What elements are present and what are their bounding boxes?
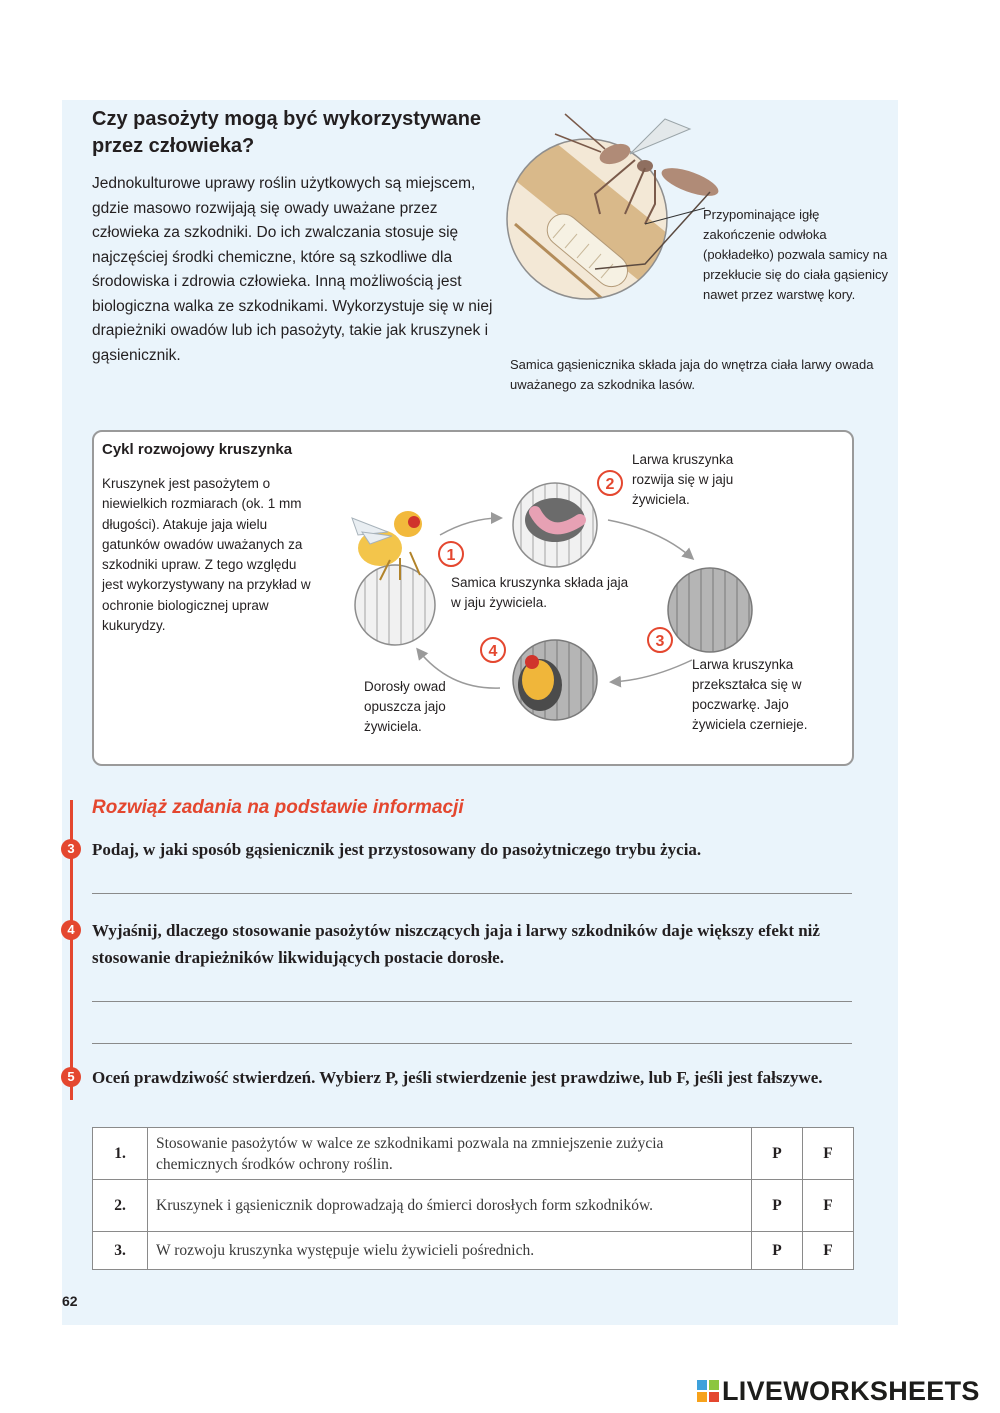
task-3-answer-line[interactable] <box>92 893 852 894</box>
stage-4-text: Dorosły owad opuszcza jajo żywiciela. <box>364 679 446 734</box>
statement-text: Kruszynek i gąsienicznik doprowadzają do śmierci dorosłych form szkodników. <box>148 1180 752 1232</box>
stage-number-3-label: 3 <box>655 633 665 650</box>
false-option[interactable]: F <box>803 1180 854 1232</box>
task-5-text: Oceń prawdziwość stwierdzeń. Wybierz P, jeśli stwierdzenie jest prawdziwe, lub F, jeśli jest fałszywe. <box>92 1068 823 1087</box>
host-egg-stage-2 <box>513 483 597 567</box>
statement-number: 1. <box>93 1128 148 1180</box>
task-3-text: Podaj, w jaki sposób gąsienicznik jest przystosowany do pasożytniczego trybu życia. <box>92 840 702 859</box>
watermark-text[interactable]: LIVEWORKSHEETS <box>722 1376 980 1406</box>
table-row <box>93 1232 854 1270</box>
host-egg-stage-3 <box>668 568 752 652</box>
statement-number: 3. <box>93 1232 148 1270</box>
task-3-badge: 3 <box>61 839 81 859</box>
stage-number-1 <box>439 542 463 566</box>
stage-1-text: Samica kruszynka składa jaja w jaju żywiciela. <box>451 575 629 610</box>
ovipositor-callout: Przypominające igłę zakończenie odwłoka (pokładełko) pozwala samicy na przekłucie się do ciała gąsienicy nawet przez warstwę kory. <box>703 207 888 302</box>
tasks-heading: Rozwiąż zadania na podstawie informacji <box>92 797 464 818</box>
true-option[interactable]: P <box>752 1232 803 1270</box>
stage-number-4 <box>481 638 505 662</box>
stage-number-2-label: 2 <box>605 476 615 493</box>
host-egg-stage-1 <box>352 511 435 645</box>
task-4-answer-line-1[interactable] <box>92 1001 852 1002</box>
task-5-badge: 5 <box>61 1067 81 1087</box>
liveworksheets-logo-icon <box>697 1380 719 1402</box>
task-4-badge: 4 <box>61 920 81 940</box>
stage-number-3 <box>648 628 672 652</box>
true-option[interactable]: P <box>752 1180 803 1232</box>
figure-caption: Samica gąsienicznika składa jaja do wnętrza ciała larwy owada uważanego za szkodnika lasów. <box>510 357 874 392</box>
intro-paragraph: Jednokulturowe uprawy roślin użytkowych są miejscem, gdzie masowo rozwijają się owady uważane przez człowieka za szkodniki. Do ich zwalczania stosuje się najczęściej środki chemiczne, które są szkodliwe dla środowiska i zdrowia człowieka. Inną możliwością jest biologiczna walka ze szkodnikami. Wykorzystuje się w niej drapieżniki owadów lub ich pasożyty, takie jak kruszynek i gąsienicznik. <box>92 175 493 364</box>
task-4-text: Wyjaśnij, dlaczego stosowanie pasożytów niszczących jaja i larwy szkodników daje większy efekt niż stosowanie drapieżników likwidujących postacie dorosłe. <box>92 921 820 967</box>
host-egg-stage-4 <box>513 640 597 720</box>
statement-number: 2. <box>93 1180 148 1232</box>
stage-2-text: Larwa kruszynka rozwija się w jaju żywiciela. <box>632 452 734 507</box>
stage-number-1-label: 1 <box>446 547 456 564</box>
true-false-table <box>92 1127 854 1270</box>
cycle-description: Kruszynek jest pasożytem o niewielkich rozmiarach (ok. 1 mm długości). Atakuje jaja wielu gatunków owadów uważanych za szkodniki upraw. Z tego względu jest wykorzystywany na przykład w ochronie biologicznej upraw kukurydzy. <box>102 476 311 634</box>
page-title: Czy pasożyty mogą być wykorzystywane przez człowieka? <box>92 108 482 157</box>
true-option[interactable]: P <box>752 1128 803 1180</box>
false-option[interactable]: F <box>803 1128 854 1180</box>
statement-text: W rozwoju kruszynka występuje wielu żywicieli pośrednich. <box>148 1232 752 1270</box>
stage-3-text: Larwa kruszynka przekształca się w poczwarkę. Jajo żywiciela czernieje. <box>692 657 808 732</box>
false-option[interactable]: F <box>803 1232 854 1270</box>
statement-text: Stosowanie pasożytów w walce ze szkodnikami pozwala na zmniejszenie zużycia chemicznych środków ochrony roślin. <box>148 1128 752 1180</box>
task-4-answer-line-2[interactable] <box>92 1043 852 1044</box>
table-row <box>93 1128 854 1180</box>
table-row <box>93 1180 854 1232</box>
stage-number-4-label: 4 <box>488 643 498 660</box>
cycle-title: Cykl rozwojowy kruszynka <box>102 441 293 458</box>
page-number: 62 <box>62 1293 78 1309</box>
stage-number-2 <box>598 471 622 495</box>
